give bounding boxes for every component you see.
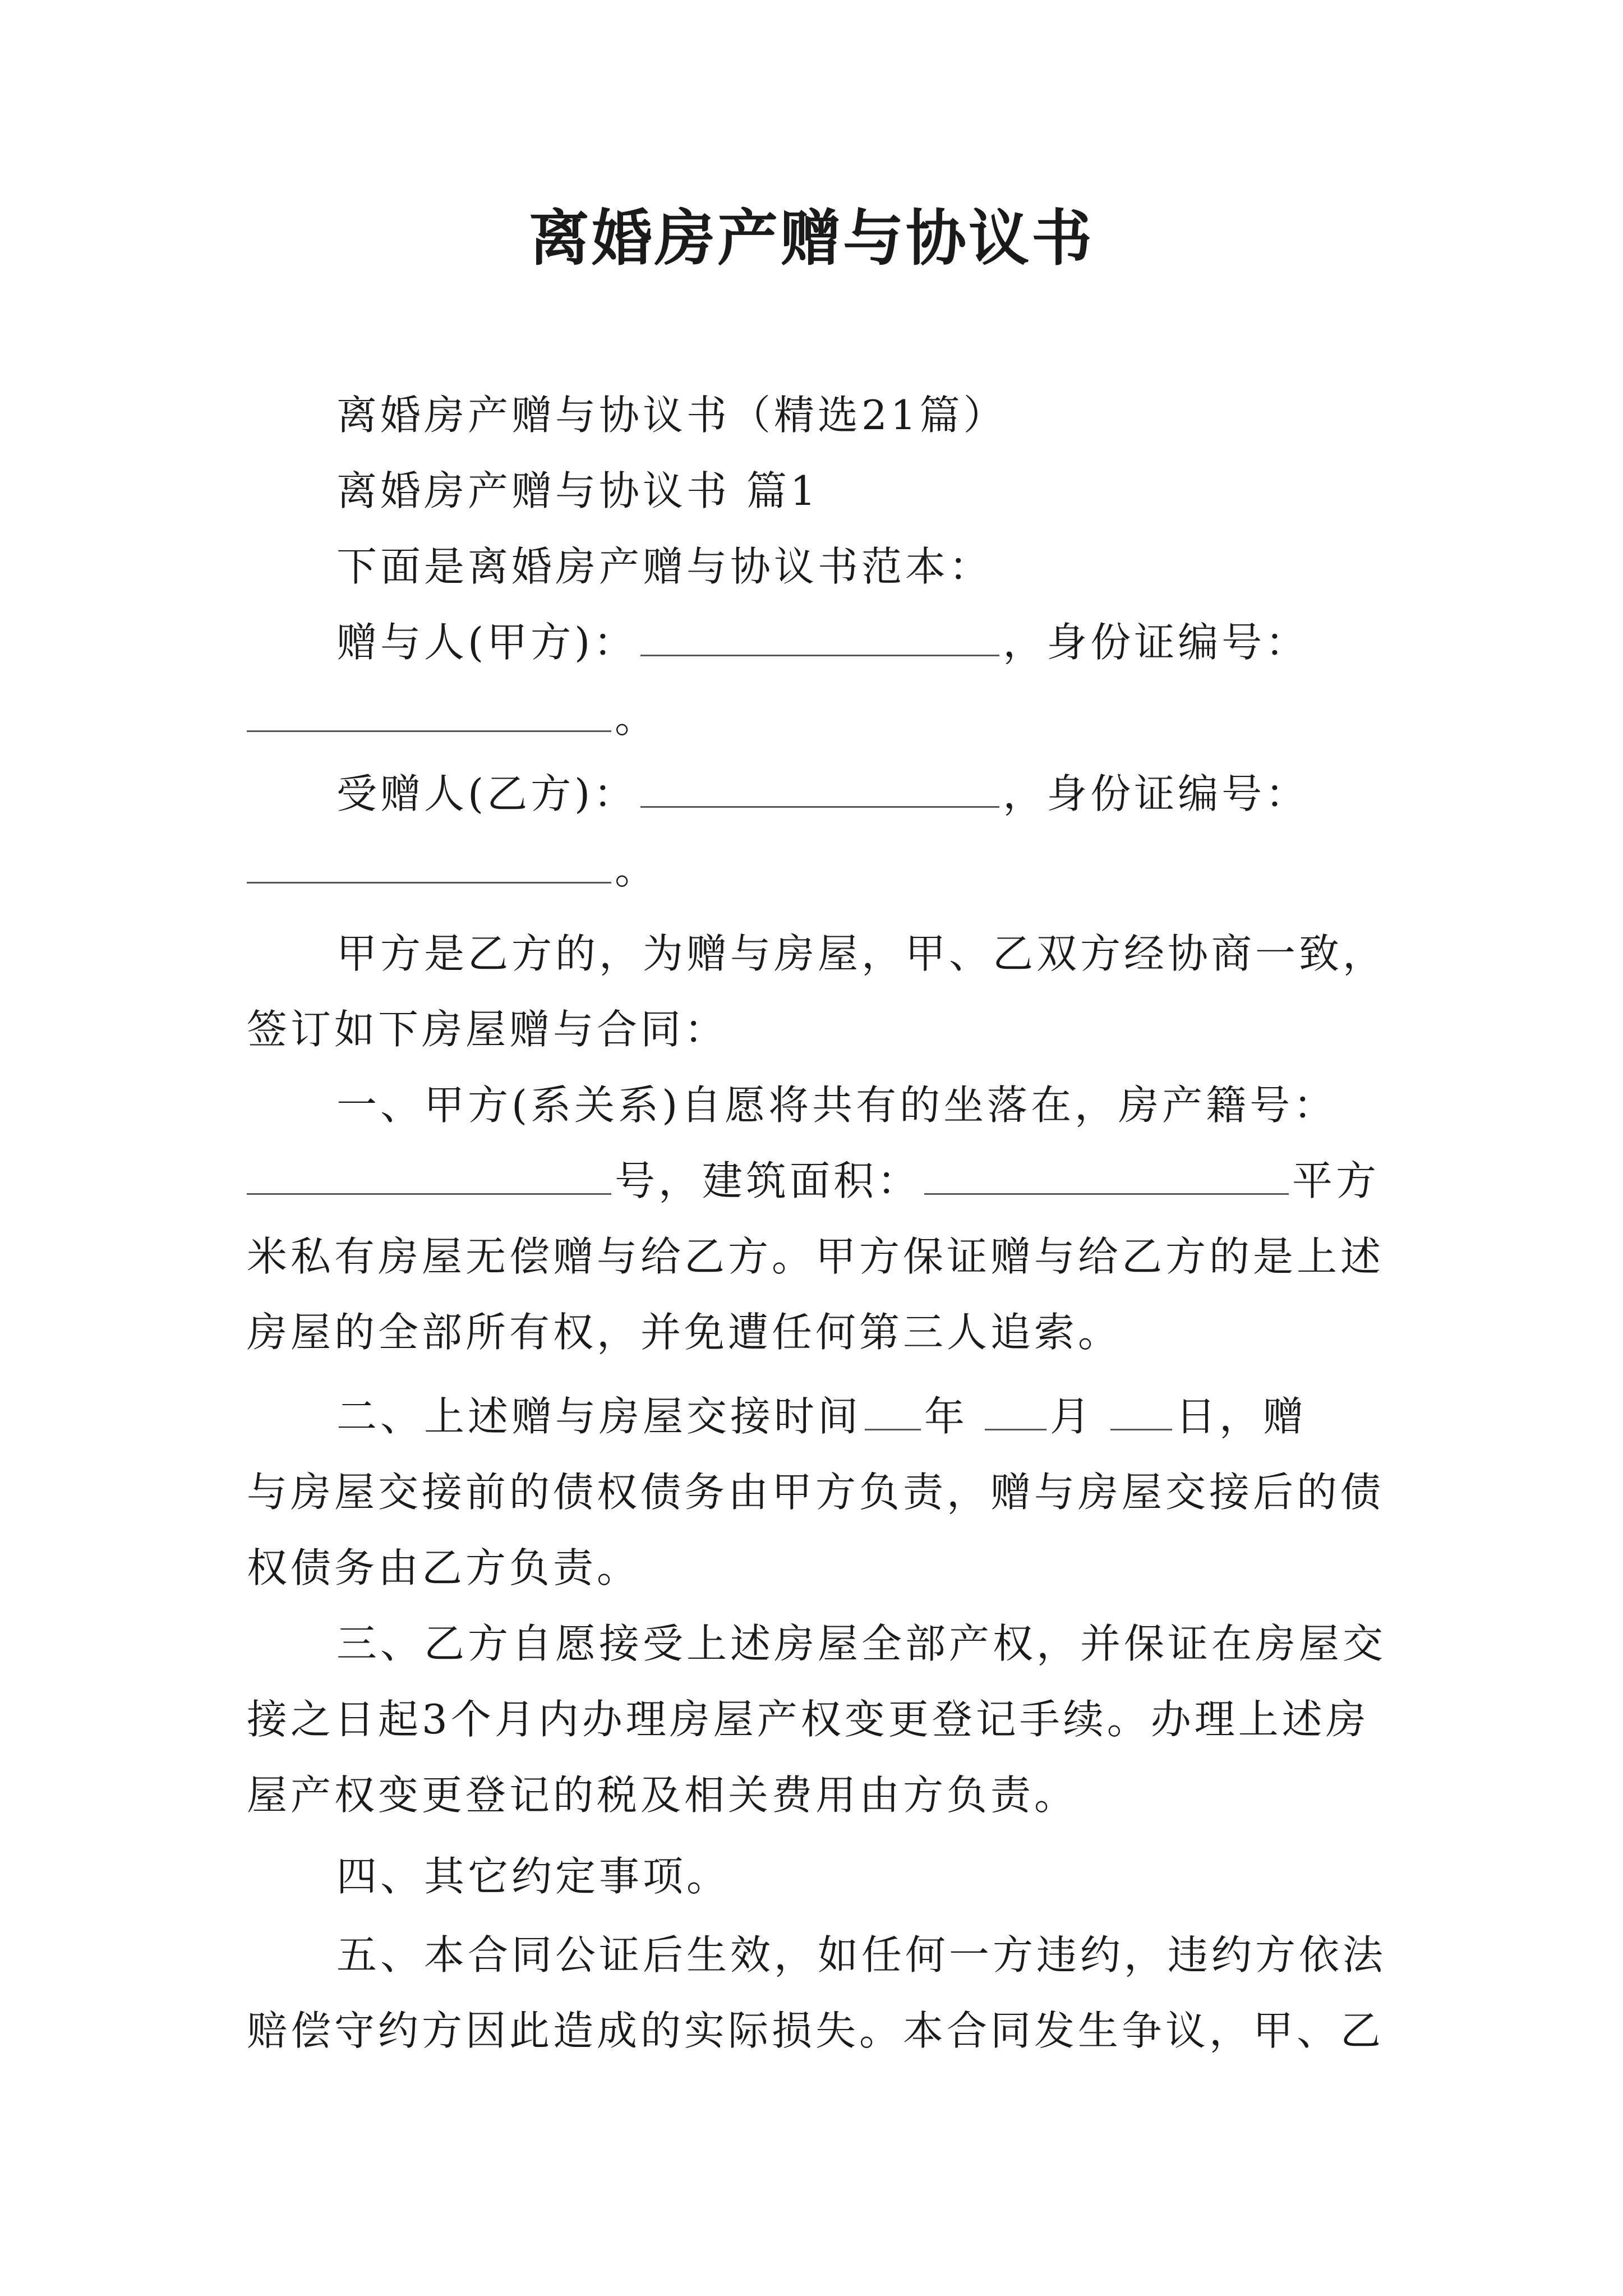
donee-label: 受赠人(乙方)：: [336, 770, 638, 817]
clause2-line-2: 与房屋交接前的债权债务由甲方负责，赠与房屋交接后的债: [247, 1469, 1385, 1516]
day-blank: [1110, 1429, 1172, 1430]
donor-label: 赠与人(甲方)：: [336, 619, 638, 666]
clause1-line-1: 一、甲方(系关系)自愿将共有的坐落在，房产籍号：: [336, 1082, 1338, 1129]
donor-name-blank: [640, 655, 999, 656]
preamble-line-2: 签订如下房屋赠与合同：: [247, 1006, 728, 1053]
document-subtitle: 离婚房产赠与协议书（精选21篇）: [336, 392, 1007, 439]
intro-text: 下面是离婚房产赠与协议书范本：: [336, 543, 993, 590]
clause1-number-label: 号，建筑面积：: [615, 1157, 921, 1204]
preamble-line-1: 甲方是乙方的，为赠与房屋，甲、乙双方经协商一致，: [336, 930, 1387, 977]
clause2-line-3: 权债务由乙方负责。: [247, 1544, 641, 1591]
donor-id-line: [247, 679, 658, 757]
donee-id-line: [247, 830, 658, 909]
year-blank: [865, 1429, 921, 1430]
day-label: 日，赠: [1175, 1393, 1307, 1440]
section-heading: 离婚房产赠与协议书 篇1: [336, 467, 819, 514]
clause4-line-1: 四、其它约定事项。: [336, 1853, 731, 1900]
donee-id-blank: [247, 882, 611, 884]
month-blank: [985, 1429, 1046, 1430]
donor-id-blank: [247, 730, 611, 732]
donee-line: [336, 754, 1309, 833]
month-label: 月: [1050, 1393, 1094, 1440]
floor-area-blank: [924, 1193, 1289, 1195]
clause2-line-1: [336, 1377, 1307, 1456]
clause5-line-2: 赔偿守约方因此造成的实际损失。本合同发生争议，甲、乙: [247, 2007, 1385, 2054]
clause2-lead: 二、上述赠与房屋交接时间: [336, 1393, 862, 1440]
clause3-line-2: 接之日起3个月内办理房屋产权变更登记手续。办理上述房: [247, 1696, 1370, 1743]
donee-name-blank: [640, 806, 999, 808]
clause1-line-2: [247, 1142, 1380, 1220]
donor-id-label: ，身份证编号：: [1003, 619, 1310, 666]
clause1-unit: 平方: [1292, 1157, 1380, 1204]
clause3-line-3: 屋产权变更登记的税及相关费用由方负责。: [247, 1772, 1078, 1819]
clause3-line-1: 三、乙方自愿接受上述房屋全部产权，并保证在房屋交: [336, 1620, 1387, 1667]
donee-end: 。: [615, 846, 659, 893]
clause5-line-1: 五、本合同公证后生效，如任何一方违约，违约方依法: [336, 1931, 1387, 1978]
donee-id-label: ，身份证编号：: [1003, 770, 1310, 817]
year-label: 年: [924, 1393, 969, 1440]
document-title: 离婚房产赠与协议书: [528, 203, 1094, 274]
clause1-line-3: 米私有房屋无偿赠与给乙方。甲方保证赠与给乙方的是上述: [247, 1233, 1385, 1280]
clause1-line-4: 房屋的全部所有权，并免遭任何第三人追索。: [247, 1309, 1122, 1356]
donor-end: 。: [615, 694, 659, 742]
registry-number-blank: [247, 1193, 611, 1195]
donor-line: [336, 603, 1309, 682]
